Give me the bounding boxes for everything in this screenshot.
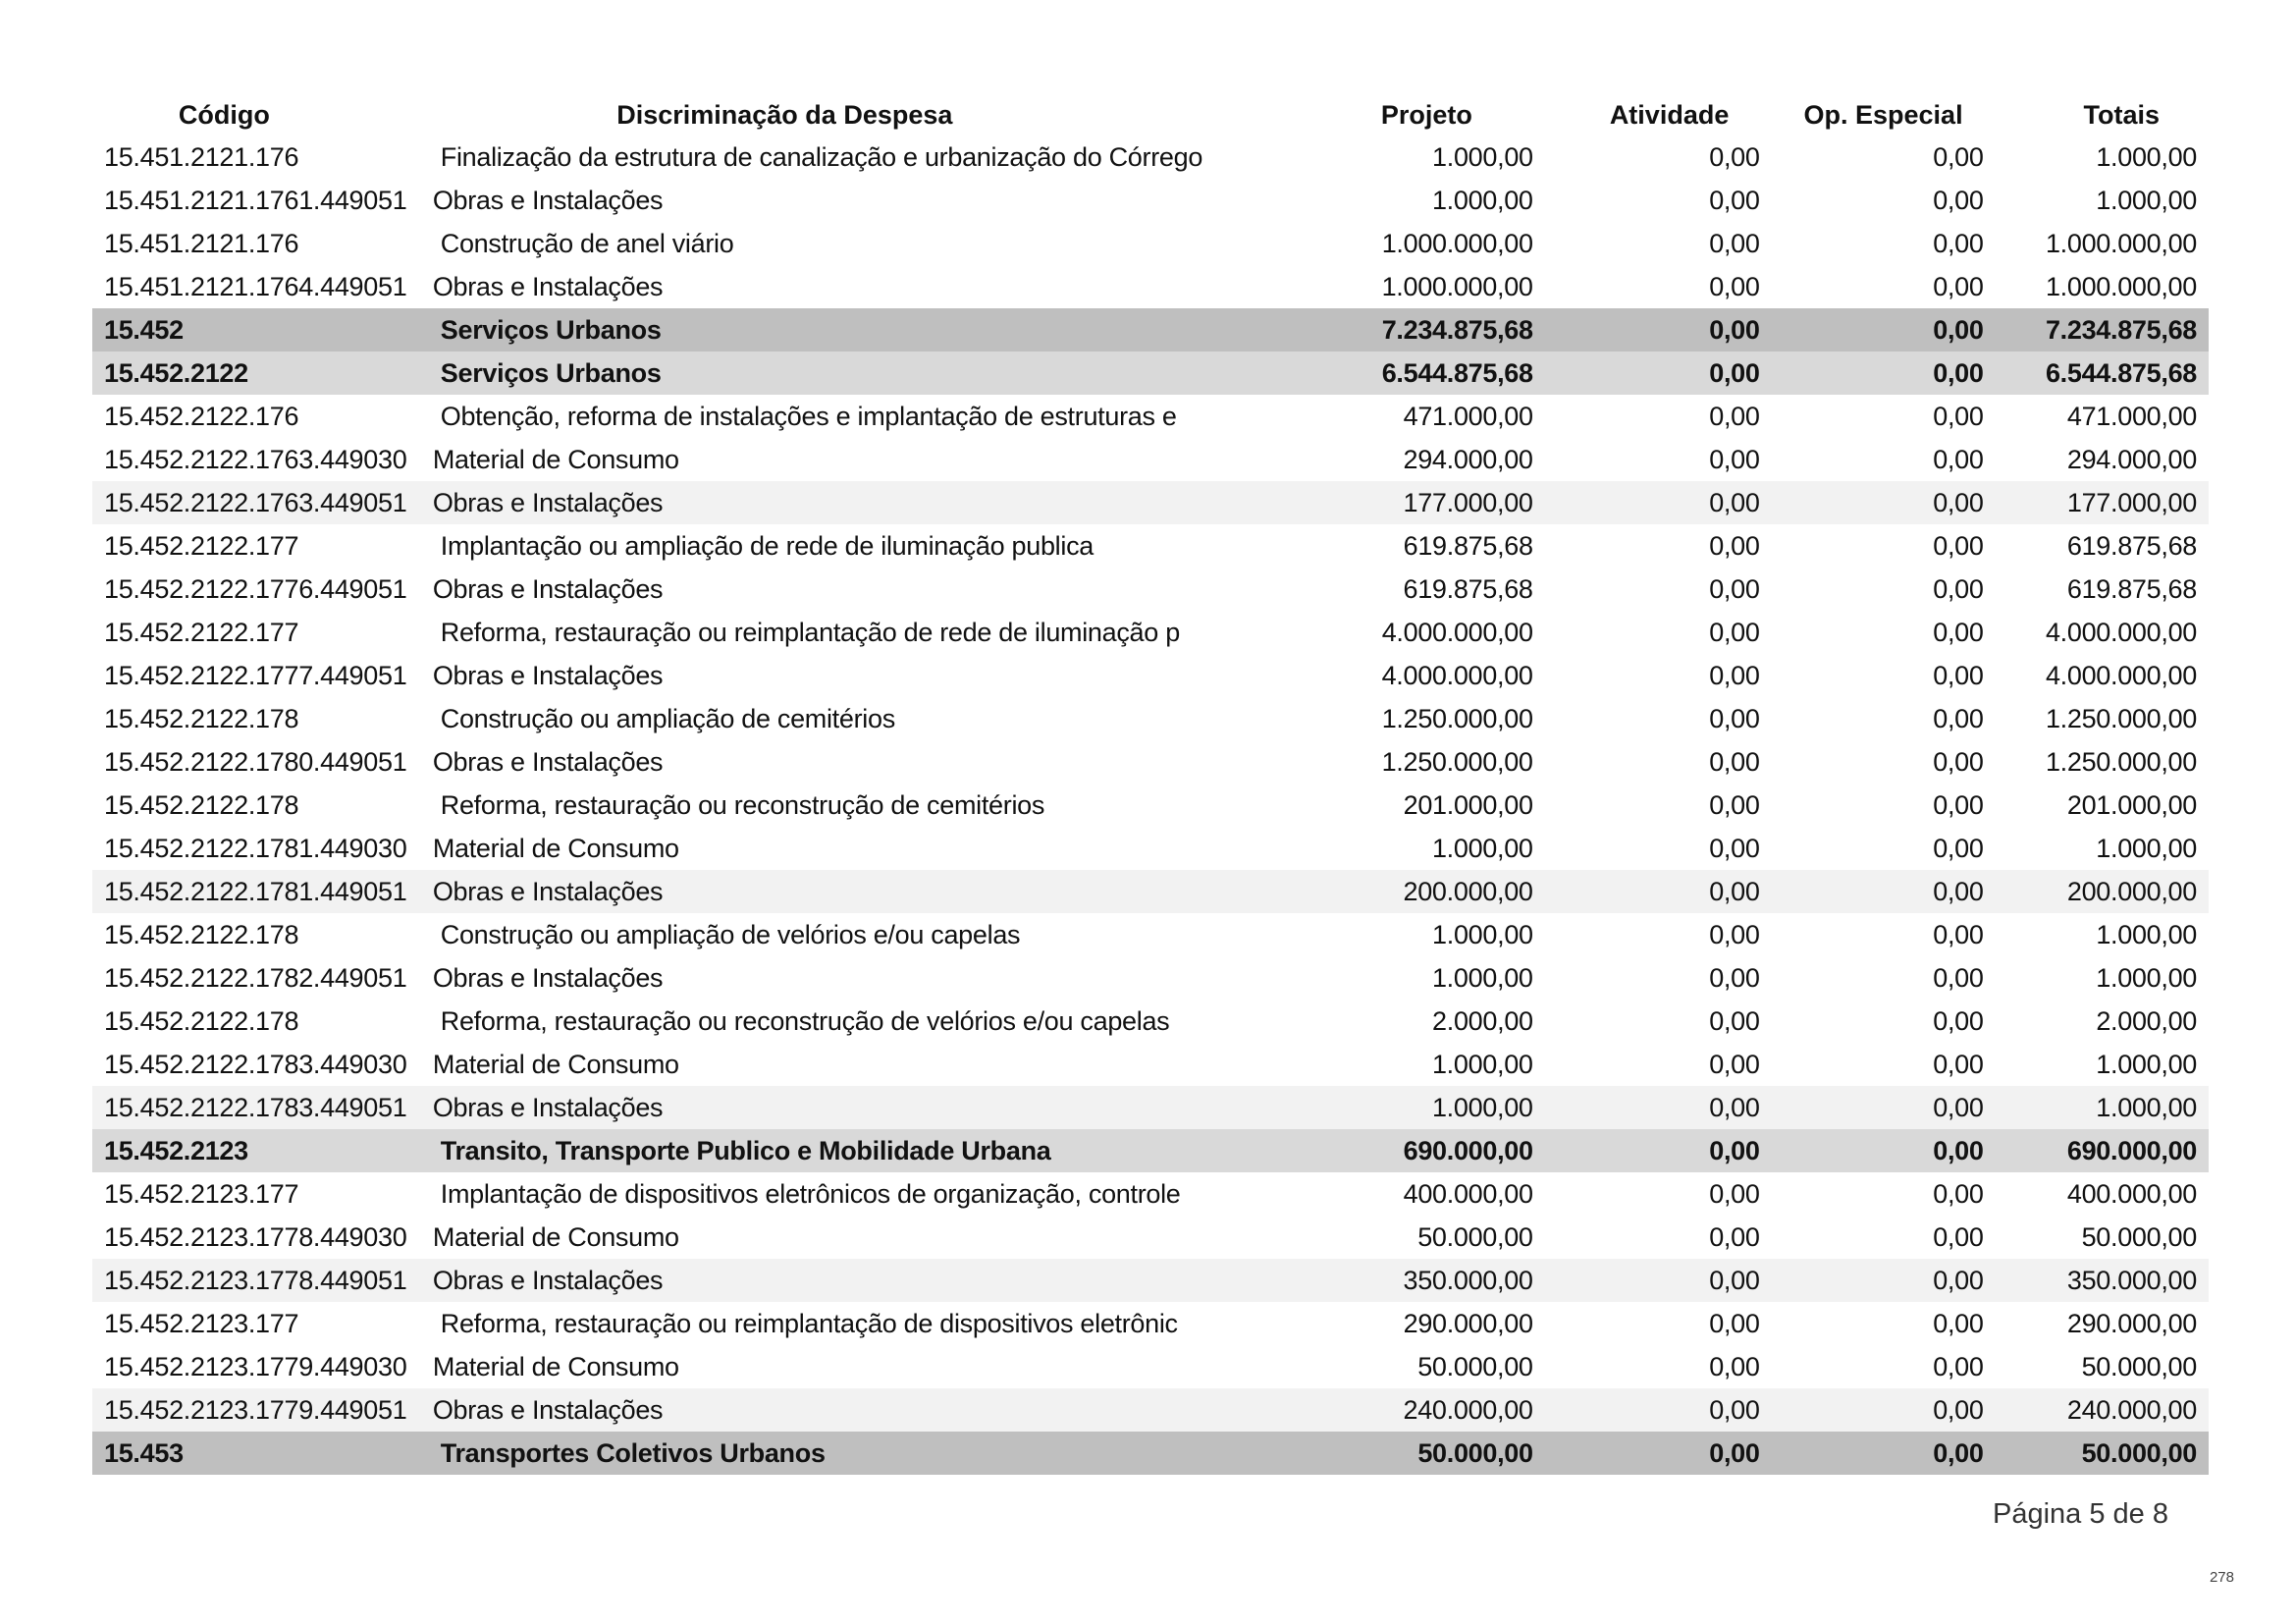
cell-totais: 177.000,00 [2066, 487, 2197, 517]
cell-description: Reforma, restauração ou reconstrução de cemitérios [440, 789, 1045, 820]
cell-op-especial: 0,00 [1933, 444, 1984, 474]
cell-description: Obtenção, reforma de instalações e implantação de estruturas e [440, 401, 1177, 431]
cell-atividade: 0,00 [1709, 487, 1760, 517]
table-row [92, 1388, 2209, 1432]
cell-totais: 1.000,00 [2096, 141, 2198, 172]
cell-projeto: 177.000,00 [1403, 487, 1533, 517]
cell-totais: 1.000,00 [2096, 1092, 2197, 1122]
cell-atividade: 0,00 [1709, 401, 1760, 431]
cell-atividade: 0,00 [1709, 1265, 1760, 1295]
cell-projeto: 200.000,00 [1403, 876, 1533, 906]
page-stamp: 278 [2209, 1569, 2234, 1586]
cell-op-especial: 0,00 [1933, 660, 1984, 690]
cell-code: 15.451.2121.176 [104, 141, 299, 172]
subtotal-row [92, 1432, 2209, 1475]
cell-totais: 1.000,00 [2096, 1049, 2197, 1079]
cell-projeto: 400.000,00 [1403, 1178, 1533, 1209]
cell-atividade: 0,00 [1709, 1135, 1760, 1165]
cell-totais: 2.000,00 [2096, 1005, 2198, 1036]
budget-table [92, 94, 2209, 1475]
cell-description: Serviços Urbanos [440, 314, 662, 345]
cell-code: 15.452.2122.176 [104, 401, 299, 431]
cell-totais: 471.000,00 [2066, 401, 2198, 431]
cell-totais: 4.000.000,00 [2045, 617, 2198, 647]
cell-op-especial: 0,00 [1933, 617, 1984, 647]
cell-op-especial: 0,00 [1933, 271, 1984, 301]
header-code: Código [178, 99, 270, 130]
cell-totais: 7.234.875,68 [2045, 314, 2198, 345]
cell-atividade: 0,00 [1709, 1092, 1760, 1122]
cell-atividade: 0,00 [1709, 746, 1760, 777]
cell-description: Obras e Instalações [432, 1092, 664, 1122]
cell-totais: 1.250.000,00 [2045, 746, 2197, 777]
cell-code: 15.452.2123.177 [104, 1178, 299, 1209]
table-row [92, 568, 2209, 611]
cell-code: 15.452.2122.1781.449051 [104, 876, 407, 906]
subtotal-row [92, 1129, 2209, 1172]
cell-description: Implantação ou ampliação de rede de iluminação publica [440, 530, 1094, 561]
cell-description: Material de Consumo [432, 1049, 679, 1079]
cell-atividade: 0,00 [1709, 1394, 1760, 1425]
cell-atividade: 0,00 [1709, 919, 1760, 949]
table-row [92, 870, 2209, 913]
table-row [92, 1086, 2209, 1129]
cell-atividade: 0,00 [1709, 962, 1760, 993]
cell-totais: 50.000,00 [2081, 1437, 2198, 1468]
cell-description: Obras e Instalações [432, 1265, 664, 1295]
table-row [92, 1043, 2209, 1086]
cell-totais: 1.000.000,00 [2045, 271, 2197, 301]
table-row [92, 913, 2209, 956]
table-row [92, 395, 2209, 438]
cell-code: 15.452.2122.1783.449051 [104, 1092, 407, 1122]
header-description: Discriminação da Despesa [616, 99, 953, 130]
cell-totais: 200.000,00 [2066, 876, 2197, 906]
table-row [92, 1302, 2209, 1345]
cell-description: Material de Consumo [432, 444, 679, 474]
cell-atividade: 0,00 [1709, 1437, 1760, 1468]
table-row [92, 135, 2209, 179]
cell-description: Reforma, restauração ou reconstrução de velórios e/ou capelas [440, 1005, 1170, 1036]
cell-op-especial: 0,00 [1933, 746, 1984, 777]
cell-op-especial: 0,00 [1933, 833, 1984, 863]
cell-op-especial: 0,00 [1933, 1178, 1984, 1209]
table-row [92, 740, 2209, 784]
cell-code: 15.452.2122.1777.449051 [104, 660, 407, 690]
cell-op-especial: 0,00 [1933, 1005, 1984, 1036]
cell-projeto: 1.000,00 [1431, 1049, 1533, 1079]
table-row [92, 179, 2209, 222]
cell-code: 15.452.2122.177 [104, 617, 299, 647]
cell-code: 15.452.2122.178 [104, 919, 299, 949]
cell-op-especial: 0,00 [1933, 919, 1984, 949]
cell-code: 15.452.2122.1763.449030 [104, 444, 407, 474]
cell-description: Construção de anel viário [440, 228, 734, 258]
cell-op-especial: 0,00 [1933, 1221, 1984, 1252]
cell-projeto: 1.000,00 [1431, 1092, 1533, 1122]
cell-atividade: 0,00 [1709, 228, 1760, 258]
cell-projeto: 1.000,00 [1432, 919, 1533, 949]
table-row [92, 697, 2209, 740]
cell-op-especial: 0,00 [1933, 1092, 1984, 1122]
table-row [92, 524, 2209, 568]
cell-description: Obras e Instalações [432, 660, 664, 690]
cell-atividade: 0,00 [1709, 573, 1760, 604]
cell-op-especial: 0,00 [1933, 1265, 1984, 1295]
cell-totais: 1.000,00 [2096, 833, 2197, 863]
cell-op-especial: 0,00 [1933, 1394, 1984, 1425]
cell-totais: 1.000.000,00 [2045, 228, 2198, 258]
table-body [92, 135, 2209, 1475]
cell-atividade: 0,00 [1709, 1308, 1760, 1338]
cell-code: 15.452 [104, 314, 184, 345]
cell-description: Obras e Instalações [432, 573, 664, 604]
cell-totais: 619.875,68 [2066, 573, 2197, 604]
cell-projeto: 1.250.000,00 [1381, 703, 1533, 733]
cell-code: 15.452.2123.1778.449030 [104, 1221, 407, 1252]
header-projeto: Projeto [1380, 99, 1472, 130]
cell-op-especial: 0,00 [1933, 357, 1984, 388]
cell-code: 15.452.2122.1776.449051 [104, 573, 407, 604]
cell-projeto: 201.000,00 [1403, 789, 1533, 820]
cell-code: 15.451.2121.1764.449051 [104, 271, 407, 301]
cell-code: 15.452.2122.1783.449030 [104, 1049, 407, 1079]
table-row [92, 1259, 2209, 1302]
cell-description: Transito, Transporte Publico e Mobilidade Urbana [440, 1135, 1051, 1165]
cell-description: Material de Consumo [432, 1221, 679, 1252]
cell-atividade: 0,00 [1709, 1221, 1760, 1252]
cell-atividade: 0,00 [1709, 703, 1760, 733]
cell-totais: 290.000,00 [2066, 1308, 2198, 1338]
cell-code: 15.452.2123.1778.449051 [104, 1265, 407, 1295]
cell-op-especial: 0,00 [1933, 1308, 1984, 1338]
cell-description: Material de Consumo [432, 1351, 679, 1381]
cell-description: Implantação de dispositivos eletrônicos de organização, controle [440, 1178, 1181, 1209]
cell-description: Obras e Instalações [432, 185, 664, 215]
cell-code: 15.452.2122.178 [104, 789, 299, 820]
cell-atividade: 0,00 [1709, 530, 1760, 561]
cell-op-especial: 0,00 [1933, 703, 1984, 733]
cell-projeto: 1.000,00 [1432, 141, 1533, 172]
cell-code: 15.452.2122.1763.449051 [104, 487, 407, 517]
cell-totais: 1.000,00 [2096, 185, 2197, 215]
cell-op-especial: 0,00 [1933, 185, 1984, 215]
cell-code: 15.452.2123.1779.449051 [104, 1394, 407, 1425]
cell-description: Transportes Coletivos Urbanos [440, 1437, 826, 1468]
table-row [92, 1000, 2209, 1043]
cell-description: Obras e Instalações [432, 271, 664, 301]
cell-op-especial: 0,00 [1933, 530, 1984, 561]
cell-totais: 50.000,00 [2081, 1351, 2197, 1381]
cell-projeto: 1.000,00 [1431, 833, 1533, 863]
cell-code: 15.452.2122.177 [104, 530, 299, 561]
cell-atividade: 0,00 [1709, 833, 1760, 863]
subtotal-row [92, 352, 2209, 395]
cell-description: Serviços Urbanos [440, 357, 662, 388]
cell-atividade: 0,00 [1709, 314, 1760, 345]
cell-projeto: 619.875,68 [1403, 530, 1533, 561]
cell-code: 15.451.2121.1761.449051 [104, 185, 407, 215]
table-row [92, 611, 2209, 654]
table-row [92, 784, 2209, 827]
cell-atividade: 0,00 [1709, 357, 1760, 388]
cell-description: Obras e Instalações [432, 962, 664, 993]
cell-description: Obras e Instalações [432, 876, 664, 906]
cell-projeto: 2.000,00 [1432, 1005, 1533, 1036]
cell-totais: 1.250.000,00 [2045, 703, 2198, 733]
cell-projeto: 619.875,68 [1403, 573, 1533, 604]
cell-atividade: 0,00 [1709, 789, 1760, 820]
subtotal-row [92, 308, 2209, 352]
cell-op-especial: 0,00 [1933, 228, 1984, 258]
cell-atividade: 0,00 [1709, 1049, 1760, 1079]
cell-atividade: 0,00 [1709, 185, 1760, 215]
cell-projeto: 50.000,00 [1417, 1351, 1533, 1381]
cell-atividade: 0,00 [1709, 141, 1760, 172]
cell-projeto: 4.000.000,00 [1381, 617, 1533, 647]
table-header [92, 94, 2209, 135]
cell-projeto: 1.000,00 [1431, 962, 1533, 993]
cell-totais: 350.000,00 [2066, 1265, 2197, 1295]
cell-totais: 690.000,00 [2066, 1135, 2198, 1165]
cell-totais: 201.000,00 [2066, 789, 2198, 820]
cell-op-especial: 0,00 [1933, 573, 1984, 604]
cell-atividade: 0,00 [1709, 444, 1760, 474]
cell-totais: 400.000,00 [2066, 1178, 2198, 1209]
cell-description: Construção ou ampliação de cemitérios [440, 703, 895, 733]
cell-code: 15.452.2122 [104, 357, 248, 388]
cell-op-especial: 0,00 [1933, 1351, 1984, 1381]
cell-projeto: 7.234.875,68 [1381, 314, 1533, 345]
cell-description: Reforma, restauração ou reimplantação de dispositivos eletrônic [440, 1308, 1178, 1338]
cell-totais: 619.875,68 [2066, 530, 2198, 561]
header-atividade: Atividade [1609, 99, 1730, 130]
cell-op-especial: 0,00 [1933, 1049, 1984, 1079]
cell-code: 15.452.2123 [104, 1135, 248, 1165]
cell-op-especial: 0,00 [1933, 141, 1984, 172]
cell-code: 15.452.2122.178 [104, 703, 299, 733]
table-row [92, 956, 2209, 1000]
cell-op-especial: 0,00 [1933, 401, 1984, 431]
cell-atividade: 0,00 [1709, 1005, 1760, 1036]
cell-projeto: 690.000,00 [1403, 1135, 1533, 1165]
cell-projeto: 4.000.000,00 [1381, 660, 1533, 690]
cell-totais: 4.000.000,00 [2045, 660, 2197, 690]
table-row [92, 438, 2209, 481]
cell-totais: 6.544.875,68 [2045, 357, 2198, 388]
table-row [92, 1345, 2209, 1388]
cell-totais: 50.000,00 [2081, 1221, 2197, 1252]
cell-code: 15.452.2122.178 [104, 1005, 299, 1036]
header-totais: Totais [2083, 99, 2160, 130]
cell-projeto: 294.000,00 [1403, 444, 1533, 474]
cell-description: Obras e Instalações [432, 746, 664, 777]
cell-code: 15.452.2123.1779.449030 [104, 1351, 407, 1381]
table-row [92, 265, 2209, 308]
cell-projeto: 290.000,00 [1403, 1308, 1533, 1338]
table-row [92, 654, 2209, 697]
cell-atividade: 0,00 [1709, 617, 1760, 647]
cell-description: Obras e Instalações [432, 1394, 664, 1425]
cell-totais: 1.000,00 [2096, 962, 2197, 993]
cell-projeto: 50.000,00 [1417, 1221, 1533, 1252]
cell-totais: 294.000,00 [2066, 444, 2197, 474]
cell-op-especial: 0,00 [1933, 487, 1984, 517]
cell-op-especial: 0,00 [1933, 314, 1984, 345]
cell-op-especial: 0,00 [1933, 789, 1984, 820]
table-row [92, 827, 2209, 870]
cell-totais: 240.000,00 [2066, 1394, 2197, 1425]
cell-totais: 1.000,00 [2096, 919, 2198, 949]
cell-projeto: 1.250.000,00 [1381, 746, 1533, 777]
table-row [92, 1172, 2209, 1216]
cell-atividade: 0,00 [1709, 660, 1760, 690]
cell-code: 15.452.2122.1782.449051 [104, 962, 407, 993]
cell-description: Reforma, restauração ou reimplantação de rede de iluminação p [440, 617, 1180, 647]
cell-description: Finalização da estrutura de canalização e urbanização do Córrego [440, 141, 1203, 172]
cell-atividade: 0,00 [1709, 1178, 1760, 1209]
cell-code: 15.451.2121.176 [104, 228, 299, 258]
cell-op-especial: 0,00 [1933, 876, 1984, 906]
cell-description: Obras e Instalações [432, 487, 664, 517]
cell-projeto: 6.544.875,68 [1381, 357, 1533, 388]
page-number: Página 5 de 8 [1993, 1498, 2168, 1530]
cell-op-especial: 0,00 [1933, 1135, 1984, 1165]
cell-op-especial: 0,00 [1933, 962, 1984, 993]
cell-projeto: 50.000,00 [1417, 1437, 1533, 1468]
cell-projeto: 1.000,00 [1431, 185, 1533, 215]
header-op-especial: Op. Especial [1803, 99, 1963, 130]
cell-description: Construção ou ampliação de velórios e/ou capelas [440, 919, 1021, 949]
cell-code: 15.452.2123.177 [104, 1308, 299, 1338]
cell-description: Material de Consumo [432, 833, 679, 863]
cell-code: 15.452.2122.1781.449030 [104, 833, 407, 863]
cell-projeto: 1.000.000,00 [1381, 228, 1533, 258]
cell-code: 15.452.2122.1780.449051 [104, 746, 407, 777]
cell-atividade: 0,00 [1709, 1351, 1760, 1381]
table-row [92, 1216, 2209, 1259]
cell-projeto: 240.000,00 [1403, 1394, 1533, 1425]
cell-projeto: 350.000,00 [1403, 1265, 1533, 1295]
cell-atividade: 0,00 [1709, 271, 1760, 301]
table-row [92, 481, 2209, 524]
cell-projeto: 1.000.000,00 [1381, 271, 1533, 301]
cell-projeto: 471.000,00 [1403, 401, 1533, 431]
cell-op-especial: 0,00 [1933, 1437, 1984, 1468]
cell-code: 15.453 [104, 1437, 184, 1468]
table-row [92, 222, 2209, 265]
cell-atividade: 0,00 [1709, 876, 1760, 906]
